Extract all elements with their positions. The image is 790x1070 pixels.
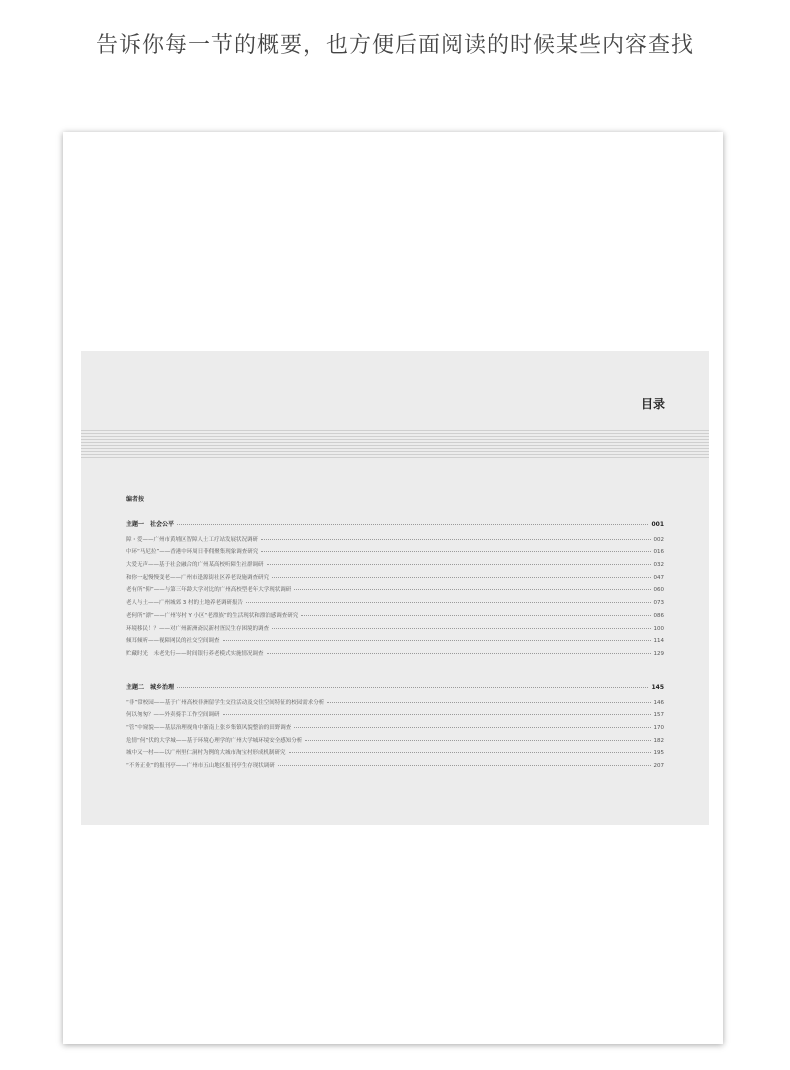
entry-title: 老人与土——广州城郊 3 村的土地养老调研报告	[126, 600, 243, 607]
entry-title: 中环“马尼拉”——香港中环周日菲佣聚集现象调查研究	[126, 549, 259, 556]
toc-theme-heading	[126, 682, 664, 695]
leader-dots	[278, 765, 651, 766]
entry-title: “非”常校园——基于广州高校非洲留学生交往活动及交往空间特征的校园需求分析	[126, 699, 325, 706]
entry-page: 157	[653, 712, 664, 719]
theme-page: 001	[651, 521, 664, 528]
entry-title: 障・爱——广州市黄埔区智障人士工疗站发展状况调研	[126, 536, 259, 543]
entry-page: 195	[653, 750, 664, 757]
leader-dots	[289, 752, 651, 753]
leader-dots	[223, 640, 651, 641]
decorative-stripes	[81, 430, 709, 460]
entry-title: 城中又一村——以广州里仁洞村为例的大城市淘宝村形成机制研究	[126, 750, 286, 757]
theme-page: 145	[651, 684, 664, 691]
toc-entry	[126, 547, 664, 560]
toc-theme-1	[126, 519, 664, 662]
entry-page: 060	[653, 587, 664, 594]
leader-dots	[305, 740, 650, 741]
entry-title: 老何所“漂”——广州岑村 Y 小区“老漂族”的生活现状和漂泊感调查研究	[126, 612, 299, 619]
leader-dots	[294, 589, 650, 590]
toc-theme-heading	[126, 519, 664, 532]
entry-page: 016	[653, 549, 664, 556]
entry-page: 207	[653, 763, 664, 770]
entry-title: 贮藏时光 未老先行——时间银行养老模式实施情况调查	[126, 650, 264, 657]
toc-entry	[126, 698, 664, 711]
entry-title: 环境移民！？——对广州新洲斋民新村疍民生存困境的调查	[126, 625, 270, 632]
toc-panel	[81, 351, 709, 825]
leader-dots	[177, 687, 648, 688]
entry-page: 002	[653, 536, 664, 543]
entry-page: 073	[653, 600, 664, 607]
toc-entry	[126, 761, 664, 774]
leader-dots	[301, 615, 650, 616]
theme-title: 主题二 城乡治理	[126, 684, 175, 691]
entry-page: 114	[653, 638, 664, 645]
entry-title: 危情“何”伏的大学城——基于环境心理学的广州大学城环境安全感知分析	[126, 737, 303, 744]
leader-dots	[267, 564, 651, 565]
toc-entry	[126, 710, 664, 723]
leader-dots	[272, 628, 650, 629]
toc-entry	[126, 649, 664, 662]
leader-dots	[272, 577, 650, 578]
entry-page: 146	[653, 699, 664, 706]
toc-entry	[126, 748, 664, 761]
leader-dots	[261, 539, 650, 540]
toc-entry	[126, 624, 664, 637]
entry-title: 和你一起慢慢变老——广州市逢源街社区养老设施调查研究	[126, 574, 270, 581]
toc-entry	[126, 611, 664, 624]
entry-title: 老有所“仰”——与第三年龄大学对比的广州高校型老年大学现状调研	[126, 587, 292, 594]
entry-title: 何以匆匆？——外卖骑手工作空间调研	[126, 712, 220, 719]
leader-dots	[246, 602, 651, 603]
entry-title: 大爱无声——基于社会融合的广州某高校听障生社群调研	[126, 562, 264, 569]
entry-title: “不务正业”的报刊亭——广州市五山地区报刊亭生存现状调研	[126, 763, 275, 770]
leader-dots	[177, 524, 648, 525]
entry-title: 倾耳倾听——视障网民的社交空间调查	[126, 638, 220, 645]
toc-entry	[126, 736, 664, 749]
entry-page: 032	[653, 562, 664, 569]
toc-title: 目录	[640, 397, 665, 411]
entry-page: 086	[653, 612, 664, 619]
document-page	[63, 132, 723, 1044]
toc-theme-2	[126, 682, 664, 774]
entry-title: “管”中窥貌——基层治理视角中浙南上张乡集镇风貌整治的田野调查	[126, 725, 292, 732]
toc-entry	[126, 535, 664, 548]
leader-dots	[327, 702, 650, 703]
toc-entry	[126, 636, 664, 649]
entry-page: 182	[653, 737, 664, 744]
toc-entry	[126, 560, 664, 573]
toc-entry	[126, 573, 664, 586]
toc-entry	[126, 598, 664, 611]
entry-page: 100	[653, 625, 664, 632]
editor-note-heading: 编者按	[126, 496, 145, 503]
entry-page: 170	[653, 725, 664, 732]
page-caption: 告诉你每一节的概要，也方便后面阅读的时候某些内容查找	[95, 33, 694, 58]
theme-title: 主题一 社会公平	[126, 521, 175, 528]
leader-dots	[267, 653, 651, 654]
leader-dots	[223, 714, 651, 715]
entry-page: 047	[653, 574, 664, 581]
leader-dots	[294, 727, 650, 728]
toc-entry	[126, 585, 664, 598]
leader-dots	[261, 551, 650, 552]
entry-page: 129	[653, 650, 664, 657]
toc-entry	[126, 723, 664, 736]
